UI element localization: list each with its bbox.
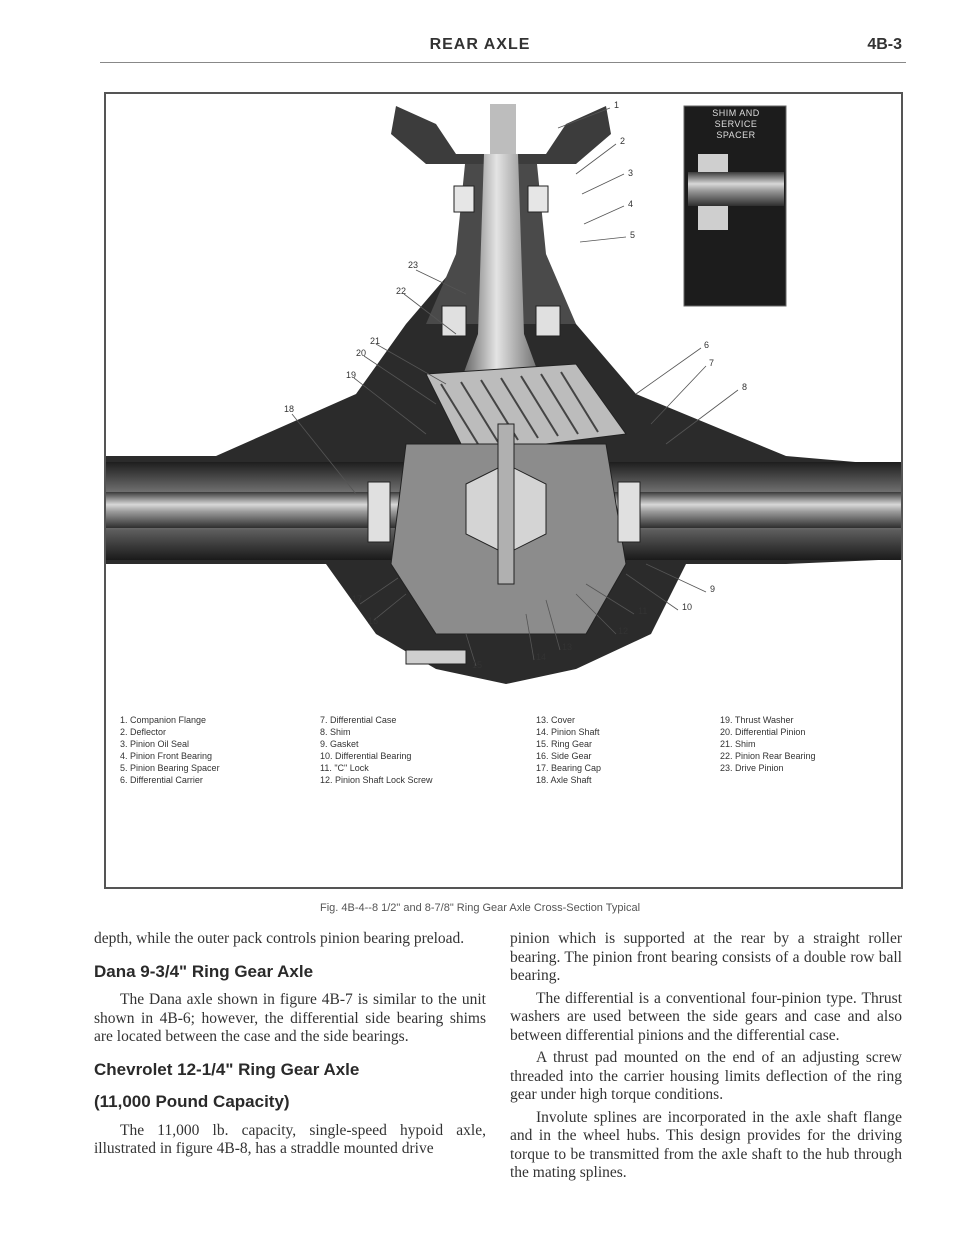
- callout-number: 21: [370, 336, 381, 346]
- paragraph: pinion which is supported at the rear by a straight roller bearing. The pinion front bearing consists of a double row ball bearing.: [510, 930, 902, 984]
- legend-item: 4. Pinion Front Bearing: [120, 751, 213, 761]
- legend-column-2: [320, 714, 433, 786]
- pinion-rear-bearing-left: [442, 306, 466, 336]
- legend-item: 8. Shim: [320, 727, 351, 737]
- pinion-front-bearing-right: [528, 186, 548, 212]
- pinion-front-bearing-left: [454, 186, 474, 212]
- legend-item: 6. Differential Carrier: [120, 775, 203, 785]
- callout-number: 7: [709, 358, 715, 368]
- callout-number: 1: [614, 100, 620, 110]
- legend-item: 23. Drive Pinion: [720, 763, 784, 773]
- inset-shaft: [688, 172, 784, 206]
- callout-number: 3: [628, 168, 634, 178]
- callout-number: 18: [284, 404, 295, 414]
- pinion-shaft: [498, 424, 514, 584]
- figure-caption: Fig. 4B-4--8 1/2" and 8-7/8" Ring Gear Axle Cross-Section Typical: [319, 902, 641, 914]
- legend-item: 13. Cover: [536, 715, 576, 725]
- legend-item: 11. "C" Lock: [320, 763, 369, 773]
- callout-number: 13: [562, 642, 573, 652]
- paragraph: Involute splines are incorporated in the axle shaft flange and in the wheel hubs. This design provides for the driving torque to be transmitted from the axle shaft to the hub through the mating splines.: [510, 1108, 902, 1181]
- pinion-rear-bearing-right: [536, 306, 560, 336]
- section-heading: Dana 9-3/4" Ring Gear Axle: [94, 961, 314, 981]
- legend-item: 5. Pinion Bearing Spacer: [120, 763, 220, 773]
- legend-column-1: [120, 714, 220, 786]
- running-head: REAR AXLE: [429, 36, 531, 53]
- callout-number: 14: [536, 652, 547, 662]
- paragraph: The 11,000 lb. capacity, single-speed hypoid axle, illustrated in figure 4B-8, has a straddle mounted drive: [94, 1121, 486, 1157]
- paragraph: The Dana axle shown in figure 4B-7 is similar to the unit shown in 4B-6; however, the differential side bearing shims are located between the case and the side bearings.: [94, 991, 486, 1045]
- callout-number: 8: [742, 382, 748, 392]
- callout-number: 9: [710, 584, 716, 594]
- legend-item: 10. Differential Bearing: [320, 751, 412, 761]
- page-number: 4B-3: [867, 36, 902, 53]
- legend-item: 3. Pinion Oil Seal: [120, 739, 190, 749]
- legend-item: 7. Differential Case: [320, 715, 397, 725]
- pinion-nut: [490, 104, 516, 154]
- left-differential-bearing: [368, 482, 390, 542]
- callout-number: 20: [356, 348, 367, 358]
- legend-item: 18. Axle Shaft: [536, 775, 592, 785]
- legend-item: 15. Ring Gear: [536, 739, 593, 749]
- inset-label: [688, 108, 784, 141]
- inset-label-line: SPACER: [716, 130, 756, 140]
- inset-bearing-top: [698, 154, 728, 172]
- figure-frame: [104, 92, 903, 889]
- left-text-column: [94, 930, 486, 1159]
- callout-number: 4: [628, 199, 634, 209]
- right-differential-bearing: [618, 482, 640, 542]
- callout-number: 17: [352, 594, 363, 604]
- callout-number: 19: [346, 370, 357, 380]
- inset-label-line: SERVICE: [714, 119, 758, 129]
- legend-item: 20. Differential Pinion: [720, 727, 806, 737]
- callout-number: 6: [704, 340, 710, 350]
- legend-item: 22. Pinion Rear Bearing: [720, 751, 816, 761]
- inset-bearing-bottom: [698, 206, 728, 230]
- callout-number: 23: [408, 260, 419, 270]
- callout-number: 16: [368, 616, 379, 626]
- section-heading: Chevrolet 12-1/4" Ring Gear Axle: [94, 1059, 360, 1079]
- callout-number: 12: [618, 626, 629, 636]
- thrust-pad-screw: [406, 650, 466, 664]
- legend-item: 2. Deflector: [120, 727, 167, 737]
- inset-label-line: SHIM AND: [712, 108, 760, 118]
- paragraph: A thrust pad mounted on the end of an adjusting screw threaded into the carrier housing limits deflection of the ring gear under high torque conditions.: [510, 1049, 902, 1103]
- paragraph: depth, while the outer pack controls pinion bearing preload.: [94, 930, 465, 947]
- legend-item: 19. Thrust Washer: [720, 715, 794, 725]
- legend-item: 12. Pinion Shaft Lock Screw: [320, 775, 433, 785]
- legend-column-4: [720, 714, 816, 774]
- right-text-column: [510, 930, 902, 1183]
- callout-number: 15: [472, 660, 483, 670]
- callout-number: 10: [682, 602, 693, 612]
- legend-item: 17. Bearing Cap: [536, 763, 602, 773]
- callout-number: 2: [620, 136, 626, 146]
- legend-item: 1. Companion Flange: [120, 715, 207, 725]
- legend-item: 14. Pinion Shaft: [536, 727, 600, 737]
- callout-number: 5: [630, 230, 636, 240]
- section-subheading: (11,000 Pound Capacity): [94, 1092, 290, 1111]
- paragraph: The differential is a conventional four-pinion type. Thrust washers are used between the side gears and case and also between differential pinions and the differential case.: [510, 989, 902, 1044]
- callout-number: 11: [638, 606, 648, 616]
- legend-item: 21. Shim: [720, 739, 756, 749]
- legend-item: 16. Side Gear: [536, 751, 592, 761]
- legend-item: 9. Gasket: [320, 739, 359, 749]
- callout-number: 22: [396, 286, 407, 296]
- legend-column-3: [536, 714, 601, 786]
- header-rule: [100, 62, 906, 63]
